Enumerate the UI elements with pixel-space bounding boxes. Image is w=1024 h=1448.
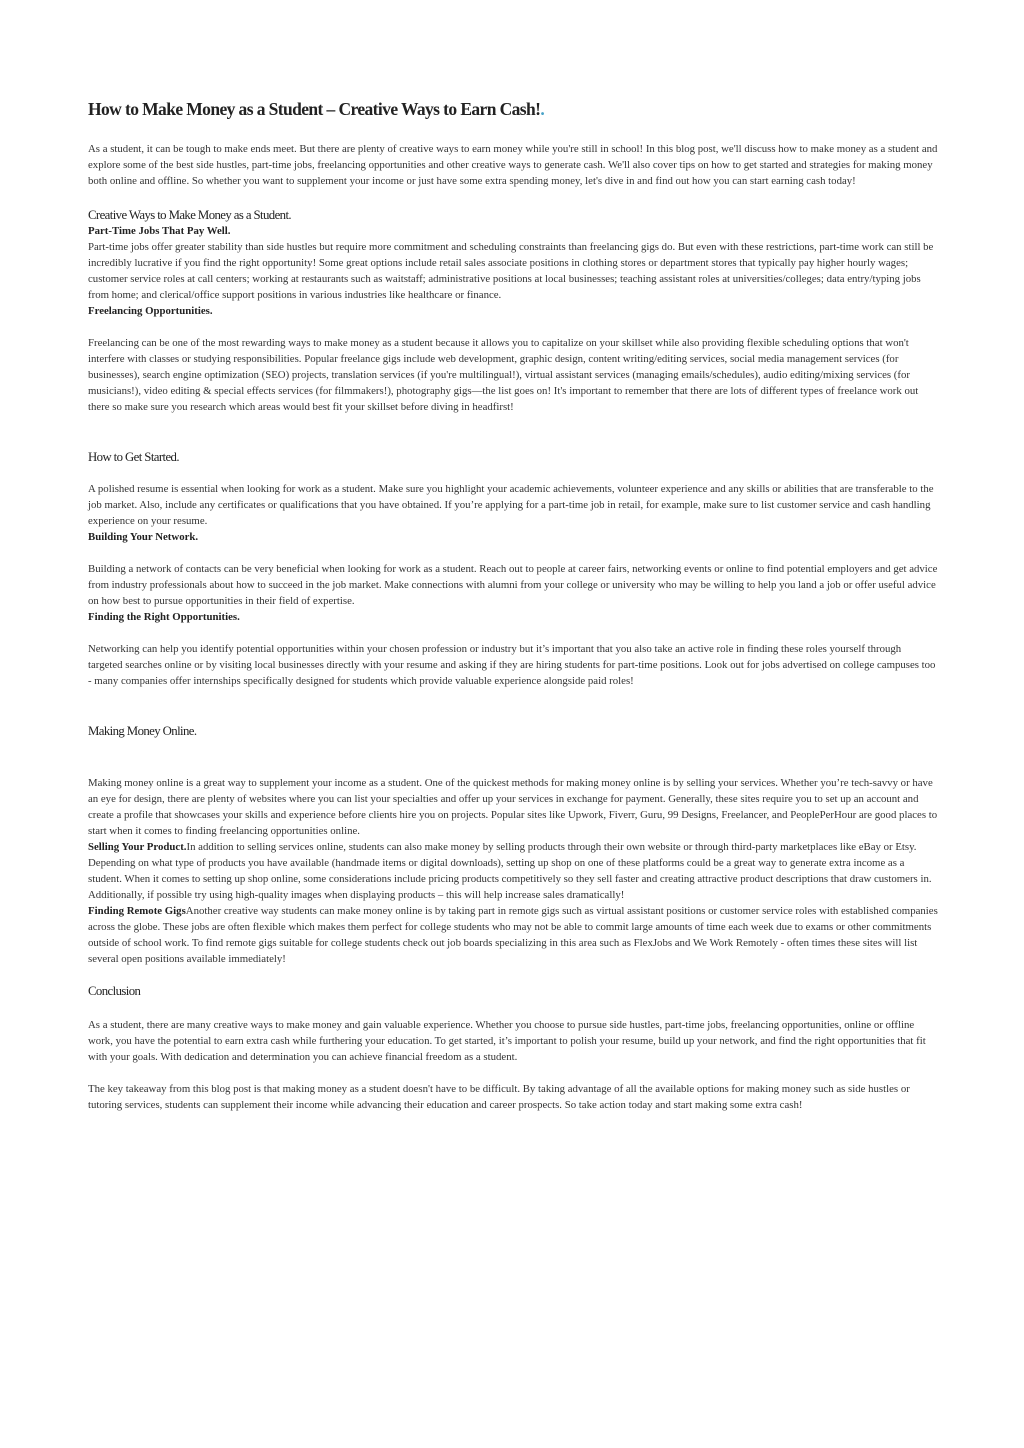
text-remote-gigs: Another creative way students can make money online is by taking part in remote gigs such as virtual assistant positions or customer service roles with established companies across the globe. These jobs are often flexible which makes them perfect for college students who may not be able to commit large amounts of time each week due to exams or other commitments outside of school work. To find remote gigs suitable for college students check out job boards specializing in this area such as FlexJobs and We Work Remotely - often times these sites will list several open positions available immediately! xyxy=(88,905,938,965)
paragraph-conclusion-2: The key takeaway from this blog post is that making money as a student doesn't have to be difficult. By taking advantage of all the available options for making money such as side hustles or tutoring services, students can supplement their income while advancing their education and career prospects. So take action today and start making some extra cash! xyxy=(88,1083,910,1111)
subheading-part-time-jobs: Part-Time Jobs That Pay Well. xyxy=(88,225,231,237)
intro-paragraph: As a student, it can be tough to make ends meet. But there are plenty of creative ways to earn money while you're still in school! In this blog post, we'll discuss how to make money as a student and explore some of the best side hustles, part-time jobs, freelancing opportunities and other creative ways to generate cash. We'll also cover tips on how to get started and strategies for making money both online and offline. So whether you want to supplement your income or just have some extra spending money, let's dive in and find out how you can start earning cash today! xyxy=(88,143,938,187)
subheading-building-network: Building Your Network. xyxy=(88,531,199,543)
text-selling-product: In addition to selling services online, students can also make money by selling products through their own website or through third-party marketplaces like eBay or Etsy. Depending on what type of products you have available (handmade items or digital downloads), setting up shop on one of these platforms could be a great way to generate extra income as a student. When it comes to setting up shop online, some considerations include pricing products competitively so they sell faster and creating attractive product descriptions that draw customers in. Additionally, if possible try using high-quality images when displaying products – this will help increase sales dramatically! xyxy=(88,841,932,901)
paragraph-network: Building a network of contacts can be very beneficial when looking for work as a student. Reach out to people at career fairs, networking events or online to find potential employers and get advice from industry professionals about how to succeed in the job market. Make connections with alumni from your college or university who may be willing to help you land a job or offer useful advice on how best to pursue opportunities in their field of expertise. xyxy=(88,563,938,607)
section-heading-get-started: How to Get Started. xyxy=(88,450,179,464)
paragraph-online-services: Making money online is a great way to supplement your income as a student. One of the quickest methods for making money online is by selling your services. Whether you’re tech-savvy or have an eye for design, there are plenty of websites where you can list your specialties and offer up your services in exchange for payment. Generally, these sites require you to set up an account and create a profile that showcases your skills and experience before clients hire you on projects. Popular sites like Upwork, Fiverr, Guru, 99 Designs, Freelancer, and PeoplePerHour are good places to start when it comes to finding freelancing opportunities online. xyxy=(88,777,938,837)
paragraph-selling-product xyxy=(88,839,938,903)
paragraph-conclusion-1: As a student, there are many creative ways to make money and gain valuable experience. Whether you choose to pursue side hustles, part-time jobs, freelancing opportunities, online or offline work, you have the potential to earn extra cash while furthering your education. To get started, it’s important to polish your resume, build up your network, and find the right opportunities that fit with your goals. With dedication and determination you can achieve financial freedom as a student. xyxy=(88,1019,926,1063)
run-heading-remote-gigs: Finding Remote Gigs xyxy=(88,905,186,917)
subheading-freelancing: Freelancing Opportunities. xyxy=(88,305,213,317)
page-title xyxy=(88,98,938,120)
subheading-right-opportunities: Finding the Right Opportunities. xyxy=(88,611,240,623)
title-dot: . xyxy=(540,99,545,119)
paragraph-remote-gigs xyxy=(88,903,938,967)
paragraph-freelancing: Freelancing can be one of the most rewarding ways to make money as a student because it allows you to capitalize on your skillset while also providing flexible scheduling options that won't interfere with classes or studying responsibilities. Popular freelance gigs include web development, graphic design, content writing/editing services, social media management services (for businesses), search engine optimization (SEO) projects, translation services (if you're multilingual!), virtual assistant services (managing emails/schedules), audio editing/mixing services (for musicians!), video editing & special effects services (for filmmakers!), photography gigs—the list goes on! It's important to remember that there are lots of different types of freelance work out there so make sure you research which areas would best fit your skillset before diving in headfirst! xyxy=(88,337,919,413)
paragraph-part-time-jobs: Part-time jobs offer greater stability than side hustles but require more commitment and scheduling constraints than freelancing gigs do. But even with these restrictions, part-time work can still be incredibly lucrative if you find the right opportunity! Some great options include retail sales associate positions in clothing stores or department stores that typically pay higher hourly wages; customer service roles at call centers; working at restaurants such as waitstaff; administrative positions at local businesses; teaching assistant roles at universities/colleges; data entry/typing jobs from home; and clerical/office support positions in various industries like healthcare or finance. xyxy=(88,241,934,301)
paragraph-resume: A polished resume is essential when looking for work as a student. Make sure you highlight your academic achievements, volunteer experience and any skills or abilities that are transferable to the job market. Also, include any certificates or qualifications that you have obtained. If you’re applying for a part-time job in retail, for example, make sure to list customer service and cash handling experience on your resume. xyxy=(88,483,934,527)
section-heading-money-online: Making Money Online. xyxy=(88,724,197,738)
paragraph-opportunities: Networking can help you identify potential opportunities within your chosen profession or industry but it’s important that you also take an active role in finding these roles yourself through targeted searches online or by visiting local businesses directly with your resume and asking if they are hiring students for part-time positions. Look out for jobs advertised on college campuses too - many companies offer internships specifically designed for students which provide valuable experience alongside paid roles! xyxy=(88,643,936,687)
run-heading-selling-product: Selling Your Product. xyxy=(88,841,187,853)
document-page xyxy=(88,98,938,1113)
section-heading-creative-ways: Creative Ways to Make Money as a Student. xyxy=(88,208,292,222)
section-heading-conclusion: Conclusion xyxy=(88,984,141,998)
title-text: How to Make Money as a Student – Creative Ways to Earn Cash! xyxy=(88,99,541,119)
